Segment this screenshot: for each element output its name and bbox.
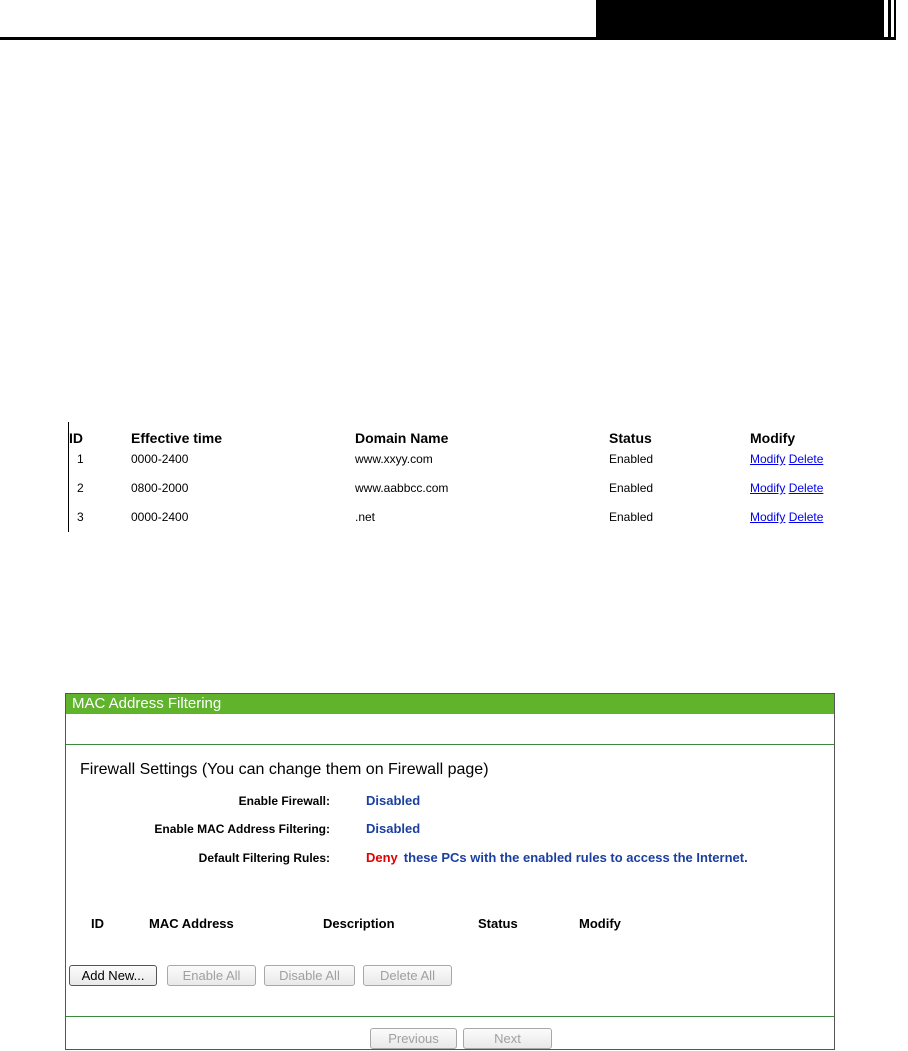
divider: [66, 1016, 834, 1017]
row-actions: [750, 481, 823, 495]
row-actions: [750, 452, 823, 466]
row-domain: .net: [355, 510, 376, 524]
row-id: 2: [77, 481, 84, 495]
row-actions: [750, 510, 823, 524]
enable-all-button[interactable]: Enable All: [167, 965, 256, 986]
delete-link[interactable]: Delete: [788, 481, 824, 495]
firewall-settings-title: Firewall Settings (You can change them on Firewall page): [80, 761, 489, 778]
row-status: Enabled: [609, 452, 654, 466]
mac-filter-panel: [65, 693, 835, 1050]
row-time: 0000-2400: [131, 452, 189, 466]
row-status: Enabled: [609, 481, 654, 495]
col-status-header: Status: [609, 430, 652, 446]
domain-filter-table: [68, 422, 833, 532]
col-mac-header: MAC Address: [149, 916, 234, 931]
delete-link[interactable]: Delete: [788, 452, 824, 466]
row-time: 0000-2400: [131, 510, 189, 524]
row-domain: www.aabbcc.com: [355, 481, 449, 495]
filtering-rules-value: [366, 850, 748, 865]
divider: [66, 744, 834, 745]
row-time: 0800-2000: [131, 481, 189, 495]
col-description-header: Description: [323, 916, 395, 931]
header-bar: [888, 0, 891, 38]
delete-link[interactable]: Delete: [788, 510, 824, 524]
panel-title: MAC Address Filtering: [66, 694, 834, 714]
table-row: [69, 502, 833, 531]
col-time-header: Effective time: [131, 430, 223, 446]
rules-text: these PCs with the enabled rules to access the Internet.: [403, 850, 748, 865]
row-id: 1: [77, 452, 84, 466]
header-rule: [0, 37, 896, 40]
header-block: [596, 0, 884, 38]
enable-mac-value: Disabled: [366, 821, 421, 836]
disable-all-button[interactable]: Disable All: [264, 965, 355, 986]
add-new-button[interactable]: Add New...: [69, 965, 157, 986]
delete-all-button[interactable]: Delete All: [363, 965, 452, 986]
modify-link[interactable]: Modify: [750, 481, 786, 495]
row-id: 3: [77, 510, 84, 524]
next-button[interactable]: Next: [463, 1028, 552, 1049]
col-id-header: ID: [91, 916, 104, 931]
enable-firewall-label: Enable Firewall:: [238, 794, 330, 808]
table-row: [69, 444, 833, 473]
col-modify-header: Modify: [750, 430, 796, 446]
col-domain-header: Domain Name: [355, 430, 449, 446]
header-bar: [894, 0, 896, 38]
previous-button[interactable]: Previous: [370, 1028, 457, 1049]
modify-link[interactable]: Modify: [750, 452, 786, 466]
table-row: [69, 473, 833, 502]
enable-mac-label: Enable MAC Address Filtering:: [154, 822, 330, 836]
filtering-rules-label: Default Filtering Rules:: [198, 851, 330, 865]
row-domain: www.xxyy.com: [355, 452, 433, 466]
col-modify-header: Modify: [579, 916, 621, 931]
row-status: Enabled: [609, 510, 654, 524]
table-header-row: [69, 422, 833, 444]
deny-text: Deny: [366, 850, 398, 865]
enable-firewall-value: Disabled: [366, 793, 421, 808]
col-id-header: ID: [69, 430, 83, 446]
modify-link[interactable]: Modify: [750, 510, 786, 524]
col-status-header: Status: [478, 916, 518, 931]
